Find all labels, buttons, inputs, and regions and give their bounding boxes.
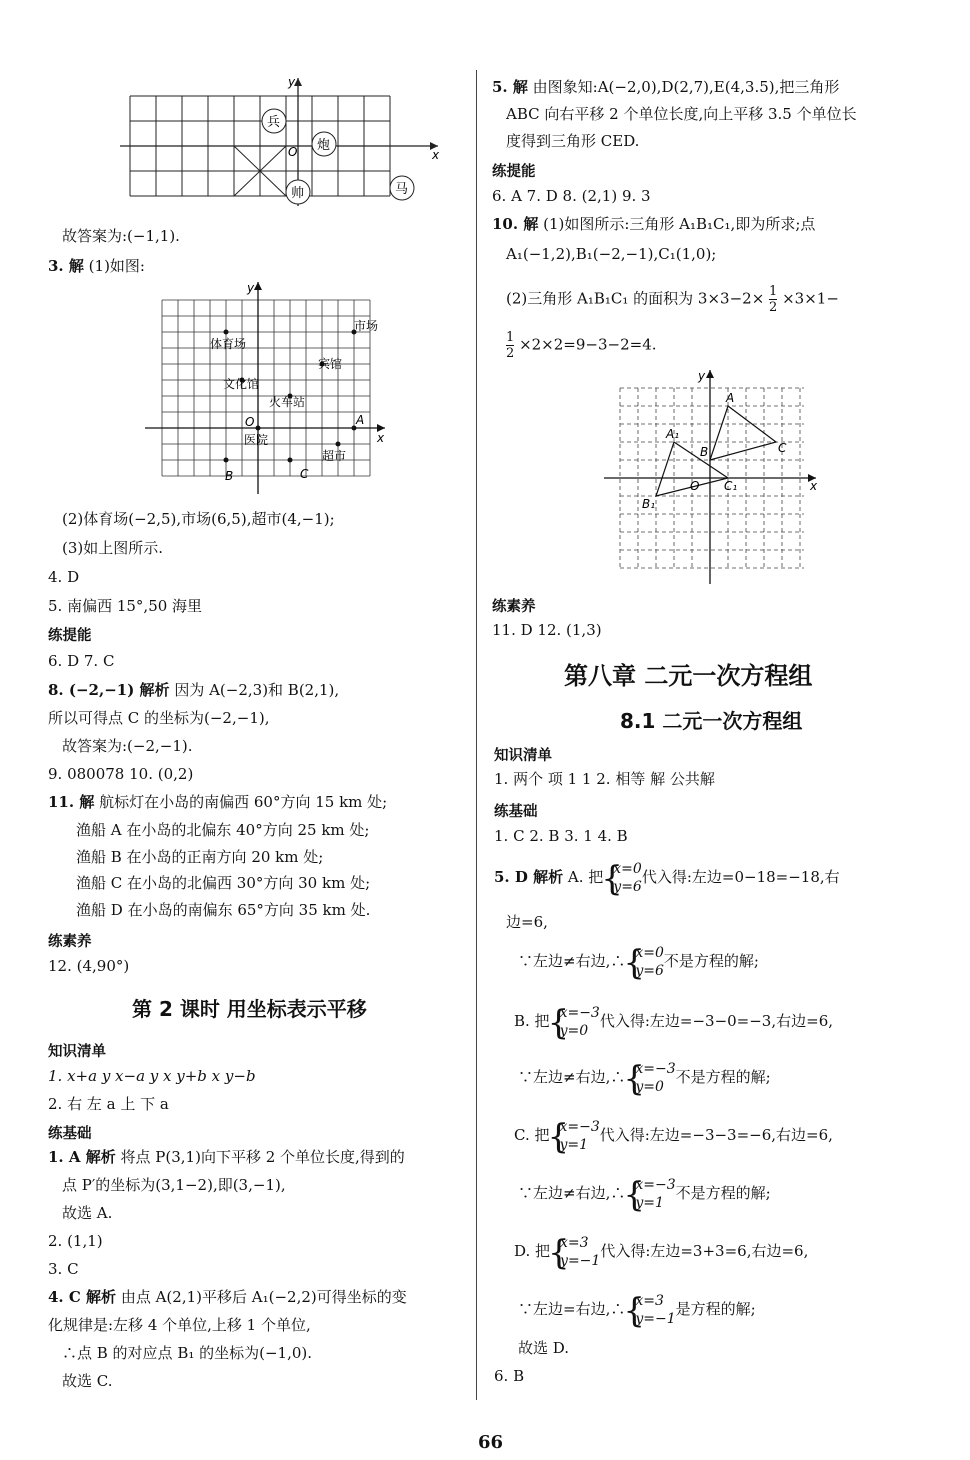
tri-label-c: C [778, 441, 787, 455]
q11-line1: 航标灯在小岛的南偏西 60°方向 15 km 处; [99, 793, 388, 811]
chess-piece-shuai: 帅 [291, 186, 305, 201]
system-a-conclusion: { x=0 y=6 [625, 944, 664, 980]
map-label-hospital: 医院 [244, 433, 269, 447]
r11-12: 11. D 12. (1,3) [492, 621, 602, 639]
r5-line3: 度得到三角形 CED. [506, 132, 640, 150]
tri-label-c1: C₁ [724, 479, 738, 493]
q3-part2: (2)体育场(−2,5),市场(6,5),超市(4,−1); [62, 510, 335, 528]
section-title: 8.1 二元一次方程组 [620, 709, 803, 733]
b4-line2: 化规律是:左移 4 个单位,上移 1 个单位, [48, 1316, 311, 1334]
q5: 5. 南偏西 15°,50 海里 [48, 597, 203, 615]
r10-line2: A₁(−1,2),B₁(−2,−1),C₁(1,0); [506, 245, 717, 263]
chess-piece-pao: 炮 [317, 138, 331, 153]
tri-x-label: x [810, 479, 818, 493]
j5-end: 故选 D. [518, 1339, 570, 1357]
b1-text: 将点 P(3,1)向下平移 2 个单位长度,得到的 [120, 1148, 405, 1166]
map-point-o: O [245, 415, 255, 429]
r10-line4: ×2×2=9−3−2=4. [519, 335, 657, 354]
map-label-market: 市场 [354, 319, 379, 333]
r6-9: 6. A 7. D 8. (2,1) 9. 3 [492, 187, 651, 205]
q8-line2: 所以可得点 C 的坐标为(−2,−1), [48, 709, 270, 727]
q11-line4: 渔船 C 在小岛的北偏西 30°方向 30 km 处; [76, 874, 371, 892]
r5-head: 5. 解 [492, 78, 528, 96]
chess-board-figure [120, 74, 450, 212]
tri-label-b1: B₁ [642, 497, 656, 511]
b2: 2. (1,1) [48, 1232, 103, 1250]
r10-line1: (1)如图所示:三角形 A₁B₁C₁,即为所求;点 [543, 215, 816, 233]
map-label-stadium: 体育场 [210, 337, 247, 351]
q11-line3: 渔船 B 在小岛的正南方向 20 km 处; [76, 848, 324, 866]
j5-head: 5. D 解析 [494, 868, 564, 886]
system-d: { x=3 y=−1 [550, 1234, 600, 1270]
chess-piece-bing: 兵 [267, 115, 281, 130]
q11-head: 11. 解 [48, 793, 95, 811]
q3-head: 3. 解 [48, 257, 84, 275]
map-label-station: 火车站 [269, 395, 306, 409]
k1: 1. x+a y x−a y x y+b x y−b [48, 1067, 256, 1085]
map-label-hotel: 宾馆 [318, 357, 343, 371]
map-x-label: x [377, 431, 385, 445]
section-suyang-r: 练素养 [492, 599, 536, 615]
map-point-c: C [300, 467, 309, 481]
q11-line2: 渔船 A 在小岛的北偏东 40°方向 25 km 处; [76, 821, 370, 839]
b3: 3. C [48, 1260, 79, 1278]
r10-line3b: ×3×1− [782, 289, 839, 308]
q4: 4. D [48, 568, 80, 586]
tri-y-label: y [698, 369, 706, 383]
b4-line3: ∴点 B 的对应点 B₁ 的坐标为(−1,0). [62, 1344, 313, 1362]
j6: 6. B [494, 1367, 525, 1385]
section-jichu-r: 练基础 [494, 804, 538, 820]
r10-head: 10. 解 [492, 215, 539, 233]
lesson-title: 第 2 课时 用坐标表示平移 [132, 997, 367, 1021]
section-zhishi-r: 知识清单 [494, 748, 552, 764]
q8-line3: 故答案为:(−2,−1). [62, 737, 193, 755]
chess-answer: 故答案为:(−1,1). [62, 227, 180, 245]
q3-part3: (3)如上图所示. [62, 539, 164, 557]
j5-a-line2: 边=6, [506, 913, 548, 931]
b4-line4: 故选 C. [62, 1372, 113, 1390]
z1: 1. 两个 项 1 1 2. 相等 解 公共解 [494, 770, 715, 788]
j5-a-post: 代入得:左边=0−18=−18,右 [641, 868, 840, 886]
city-map-figure [145, 280, 395, 502]
tri-label-o: O [690, 479, 700, 493]
b1-line3: 故选 A. [62, 1204, 113, 1222]
map-point-b: B [225, 469, 234, 483]
system-c-conclusion: { x=−3 y=1 [625, 1176, 675, 1212]
section-suyang: 练素养 [48, 934, 92, 950]
j1-4: 1. C 2. B 3. 1 4. B [494, 827, 628, 845]
map-point-a: A [356, 413, 365, 427]
section-jichu: 练基础 [48, 1126, 92, 1142]
fraction-half-2: $\frac{1}{2}$ [506, 330, 515, 361]
r5-line1: 由图象知:A(−2,0),D(2,7),E(4,3.5),把三角形 [532, 78, 840, 96]
chess-x-label: x [432, 148, 440, 162]
q11-line5: 渔船 D 在小岛的南偏东 65°方向 35 km 处. [76, 901, 371, 919]
tri-label-b: B [700, 445, 709, 459]
system-b-conclusion: { x=−3 y=0 [625, 1060, 675, 1096]
system-b: { x=−3 y=0 [550, 1004, 600, 1040]
section-zhishi: 知识清单 [48, 1044, 106, 1060]
chess-piece-ma: 马 [395, 182, 409, 197]
map-label-supermarket: 超市 [322, 449, 347, 463]
q8-text: 因为 A(−2,3)和 B(2,1), [174, 681, 340, 699]
chapter-title: 第八章 二元一次方程组 [564, 662, 813, 690]
b1-line2: 点 P′的坐标为(3,1−2),即(3,−1), [62, 1176, 286, 1194]
b1-head: 1. A 解析 [48, 1148, 116, 1166]
section-tineng: 练提能 [48, 628, 92, 644]
page-number: 66 [478, 1432, 504, 1453]
q8-head: 8. (−2,−1) 解析 [48, 681, 170, 699]
b4-head: 4. C 解析 [48, 1288, 117, 1306]
section-tineng-r: 练提能 [492, 164, 536, 180]
q3-text: (1)如图: [88, 257, 145, 275]
q9-10: 9. 080078 10. (0,2) [48, 765, 194, 783]
q6-7: 6. D 7. C [48, 652, 115, 670]
system-c: { x=−3 y=1 [549, 1118, 599, 1154]
q12: 12. (4,90°) [48, 957, 130, 975]
system-d-conclusion: { x=3 y=−1 [625, 1292, 675, 1328]
map-label-culture-hall: 文化馆 [223, 377, 260, 391]
system-a: { x=0 y=6 [603, 860, 642, 896]
triangle-figure [604, 368, 834, 586]
map-y-label: y [247, 281, 255, 295]
k2: 2. 右 左 a 上 下 a [48, 1095, 169, 1113]
tri-label-a1: A₁ [666, 427, 680, 441]
fraction-half: $\frac{1}{2}$ [769, 284, 778, 315]
chess-y-label: y [288, 75, 296, 89]
tri-label-a: A [726, 391, 735, 405]
j5-a-pre: A. 把 [567, 868, 604, 886]
b4-text: 由点 A(2,1)平移后 A₁(−2,2)可得坐标的变 [120, 1288, 407, 1306]
column-divider [476, 70, 477, 1400]
r10-line3a: (2)三角形 A₁B₁C₁ 的面积为 3×3−2× [506, 289, 765, 308]
chess-origin-label: O [288, 145, 298, 159]
r5-line2: ABC 向右平移 2 个单位长度,向上平移 3.5 个单位长 [506, 105, 857, 123]
